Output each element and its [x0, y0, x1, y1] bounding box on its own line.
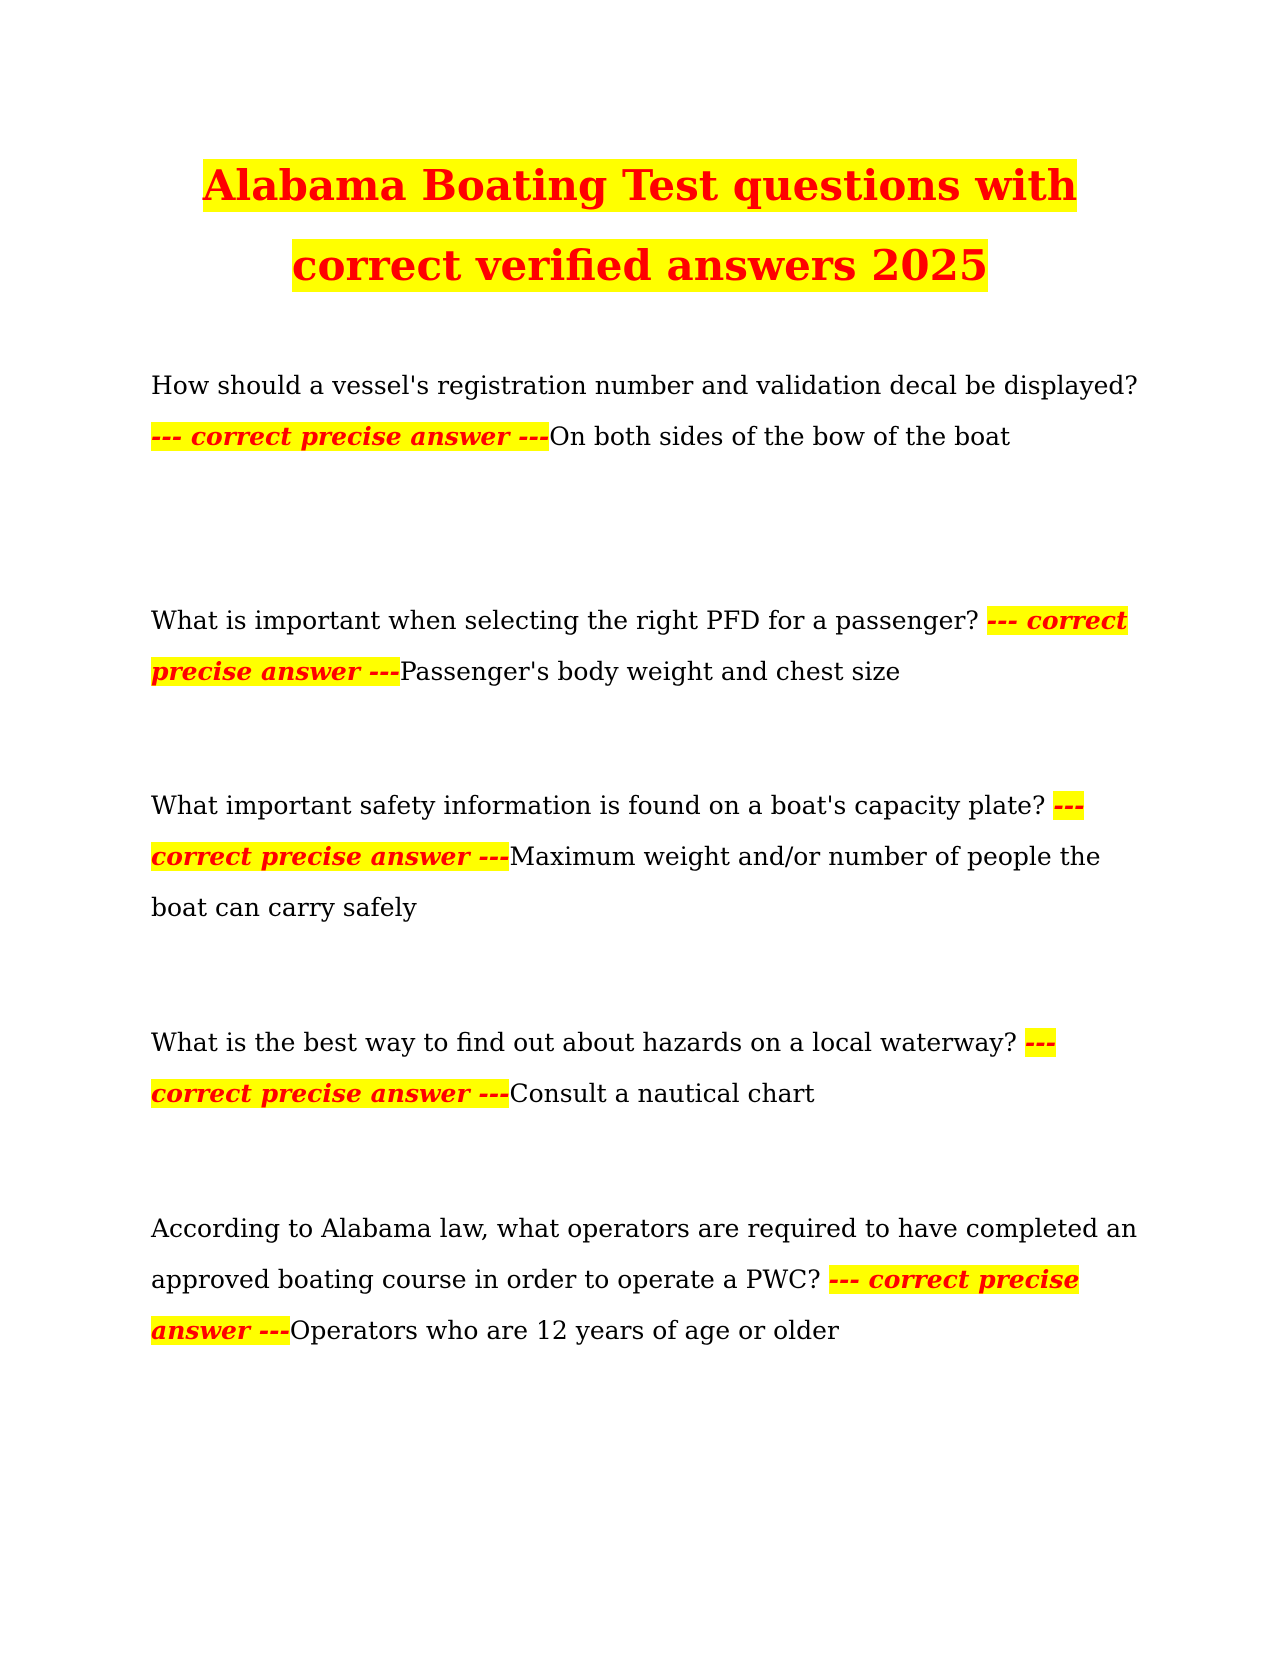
answer-text: Consult a nautical chart [509, 1079, 815, 1108]
question-text: How should a vessel's registration number and validation decal be displayed? [151, 371, 1138, 400]
answer-text: Maximum weight and/or number of people the boat can carry safely [151, 842, 1101, 922]
qa-item-4 [151, 1017, 1141, 1119]
answer-marker: --- correct precise answer --- [151, 606, 1128, 686]
answer-marker: --- correct precise answer --- [151, 1265, 1080, 1345]
question-text: What is important when selecting the right PFD for a passenger? [151, 606, 987, 635]
qa-item-3 [151, 780, 1141, 933]
question-text: What important safety information is found on a boat's capacity plate? [151, 791, 1054, 820]
question-text: What is the best way to find out about hazards on a local waterway? [151, 1028, 1025, 1057]
answer-text: On both sides of the bow of the boat [549, 422, 1011, 451]
answer-marker: --- correct precise answer --- [151, 422, 550, 451]
question-text: According to Alabama law, what operators are required to have completed an approved boating course in order to operate a PWC? [151, 1214, 1138, 1294]
qa-item-2 [151, 595, 1141, 697]
answer-text: Operators who are 12 years of age or older [289, 1316, 839, 1345]
answer-marker: --- correct precise answer --- [151, 1028, 1056, 1108]
title-line-2: correct verified answers 2025 [291, 241, 989, 290]
title-line-1: Alabama Boating Test questions with [202, 161, 1078, 210]
answer-text: Passenger's body weight and chest size [399, 657, 901, 686]
page-title [0, 146, 1280, 306]
answer-marker: --- correct precise answer --- [151, 791, 1085, 871]
qa-item-5 [151, 1203, 1141, 1356]
qa-item-1 [151, 360, 1141, 462]
